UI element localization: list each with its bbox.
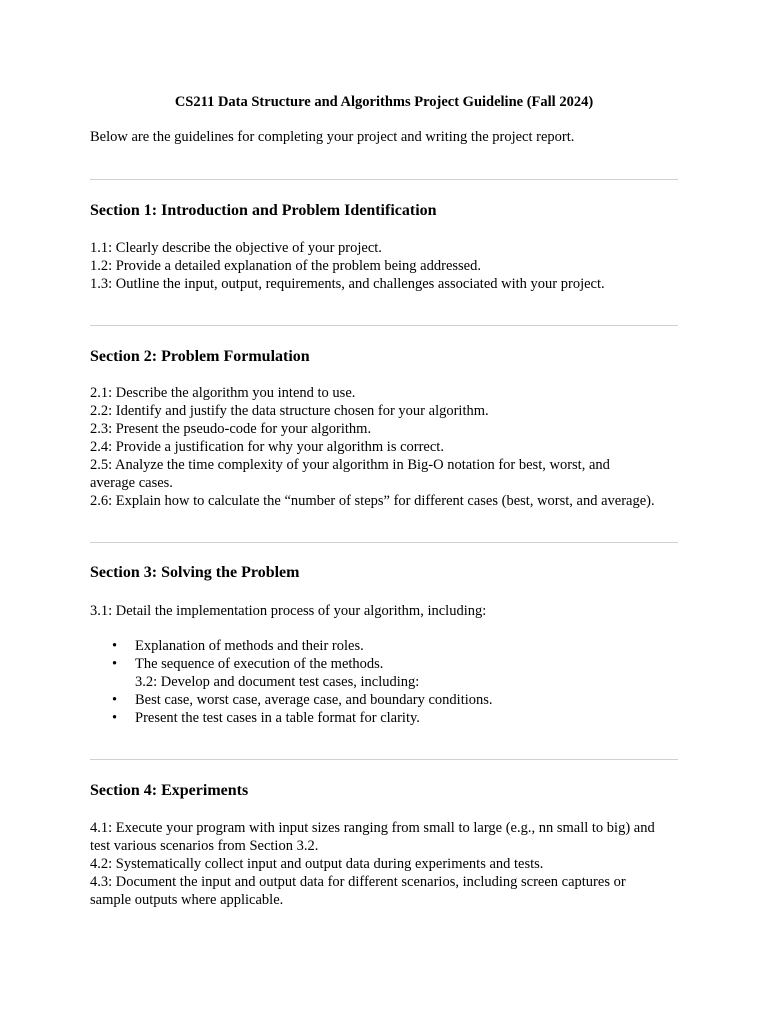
document-title: CS211 Data Structure and Algorithms Project Guideline (Fall 2024): [174, 94, 594, 110]
section-3-heading: Section 3: Solving the Problem: [90, 564, 300, 581]
item-2-4: 2.4: Provide a justification for why your algorithm is correct.: [90, 439, 444, 455]
item-4-3-cont: sample outputs where applicable.: [90, 892, 284, 908]
item-2-2: 2.2: Identify and justify the data structure chosen for your algorithm.: [90, 403, 489, 419]
divider: [90, 325, 678, 326]
item-4-3: 4.3: Document the input and output data for different scenarios, including screen captures or: [90, 874, 626, 890]
item-4-2: 4.2: Systematically collect input and output data during experiments and tests.: [90, 856, 544, 872]
list-item: • Present the test cases in a table format for clarity.: [90, 709, 690, 727]
section-2-heading: Section 2: Problem Formulation: [90, 348, 310, 365]
item-2-6: 2.6: Explain how to calculate the “number of steps” for different cases (best, worst, and average).: [90, 493, 655, 509]
list-item: • The sequence of execution of the methods.: [90, 655, 690, 673]
section-1-heading: Section 1: Introduction and Problem Identification: [90, 202, 437, 219]
section-2-items: [90, 384, 690, 510]
section-3-lead: 3.1: Detail the implementation process of your algorithm, including:: [90, 603, 487, 619]
list-item-3-2: 3.2: Develop and document test cases, including:: [135, 674, 420, 690]
section-4-heading: Section 4: Experiments: [90, 782, 249, 799]
item-4-1-cont: test various scenarios from Section 3.2.: [90, 838, 319, 854]
item-1-1: 1.1: Clearly describe the objective of your project.: [90, 240, 382, 256]
divider: [90, 179, 678, 180]
divider: [90, 759, 678, 760]
divider: [90, 542, 678, 543]
section-4-items: [90, 819, 690, 909]
section-3-list: [90, 637, 690, 727]
item-2-3: 2.3: Present the pseudo-code for your algorithm.: [90, 421, 372, 437]
item-1-3: 1.3: Outline the input, output, requirements, and challenges associated with your project.: [90, 276, 605, 292]
item-1-2: 1.2: Provide a detailed explanation of the problem being addressed.: [90, 258, 481, 274]
item-4-1: 4.1: Execute your program with input sizes ranging from small to large (e.g., nn small to big) and: [90, 820, 655, 836]
section-1-items: [90, 239, 690, 293]
list-item: • Explanation of methods and their roles.: [90, 637, 690, 655]
item-2-5-cont: average cases.: [90, 475, 173, 491]
list-item: • Best case, worst case, average case, and boundary conditions.: [90, 691, 690, 709]
item-2-1: 2.1: Describe the algorithm you intend to use.: [90, 385, 356, 401]
intro-text: Below are the guidelines for completing your project and writing the project report.: [90, 129, 575, 145]
item-2-5: 2.5: Analyze the time complexity of your algorithm in Big-O notation for best, worst, and: [90, 457, 610, 473]
